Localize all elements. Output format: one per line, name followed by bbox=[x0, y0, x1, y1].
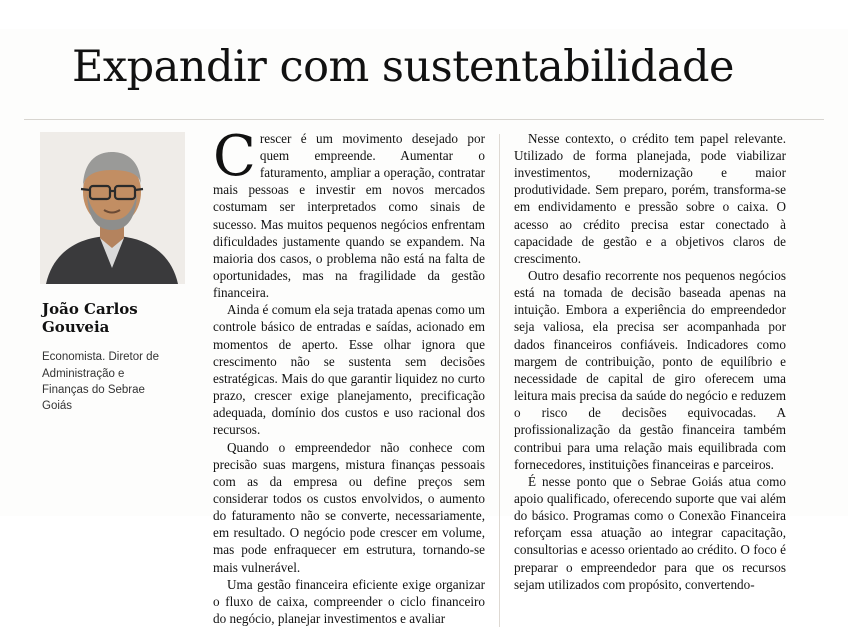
paragraph: Outro desafio recorrente nos pequenos negócios está na tomada de decisão baseada apenas na intuição. Embora a experiência do empreendedor seja valiosa, ela precisa ser acompanhada por dados financeiros confiáveis. Indicadores como margem de contribuição, ponto de equilíbrio e necessidade de capital de giro oferecem uma leitura mais precisa da saúde do negócio e reduzem o risco de decisões equivocadas. A profissionalização da gestão financeira também contribui para uma relação mais equilibrada com fornecedores, instituições financeiras e parceiros. bbox=[514, 267, 786, 472]
author-column bbox=[24, 130, 199, 415]
page-title: Expandir com sustentabilidade bbox=[72, 41, 734, 92]
author-portrait bbox=[40, 132, 185, 284]
author-role: Economista. Diretor de Administração e Finanças do Sebrae Goiás bbox=[42, 351, 159, 413]
article-columns bbox=[0, 120, 848, 627]
paragraph: Quando o empreendedor não conhece com precisão suas margens, mistura finanças pessoais com as da empresa ou define preços sem considerar todos os custos envolvidos, o aumento do faturamento não se converte, necessariamente, em resultado. O negócio pode crescer em volume, mas pode enfraquecer em estrutura, tornando-se mais vulnerável. bbox=[213, 439, 485, 575]
article-column-2 bbox=[500, 130, 800, 593]
author-name-line1: João Carlos bbox=[42, 299, 138, 318]
paragraph bbox=[213, 123, 485, 302]
paragraph-text: rescer é um movimento desejado por quem empreende. Aumentar o faturamento, ampliar a operação, contratar mais pessoas e investir em novos mercados costumam ser interpretados como sinais de sucesso. Mas muitos pequenos negócios enfrentam dificuldades justamente quando se expandem. Na maioria dos casos, o problema não está na falta de oportunidades, mas na fragilidade da gestão financeira. bbox=[213, 130, 485, 301]
drop-cap: C bbox=[213, 123, 256, 189]
newspaper-article-page bbox=[0, 29, 848, 627]
paragraph: Ainda é comum ela seja tratada apenas como um controle básico de entradas e saídas, acionado em momentos de aperto. Esse olhar ignora que crescimento não se sustenta sem decisões estratégicas. Mais do que garantir liquidez no curto prazo, crescer exige planejamento, precificação adequada, domínio dos custos e uso racional dos recursos. bbox=[213, 302, 485, 438]
author-name-line2: Gouveia bbox=[42, 318, 110, 337]
paragraph: Uma gestão financeira eficiente exige organizar o fluxo de caixa, compreender o ciclo financeiro do negócio, planejar investimentos e avaliar bbox=[213, 576, 485, 627]
author-name bbox=[42, 300, 191, 338]
paragraph: É nesse ponto que o Sebrae Goiás atua como apoio qualificado, oferecendo suporte que vai além do básico. Programas como o Conexão Financeira reforçam essa atuação ao integrar capacitação, consultorias e acesso orientado ao crédito. O foco é preparar o empreendedor para que os recursos sejam utilizados com propósito, convertendo- bbox=[514, 473, 786, 592]
paragraph: Nesse contexto, o crédito tem papel relevante. Utilizado de forma planejada, pode viabilizar investimentos, modernização e maior produtividade. Sem preparo, porém, transforma-se em endividamento e pressão sobre o caixa. O acesso ao crédito precisa estar conectado à capacidade de gestão e a objetivos claros de crescimento. bbox=[514, 130, 786, 266]
article-column-1 bbox=[199, 123, 499, 627]
